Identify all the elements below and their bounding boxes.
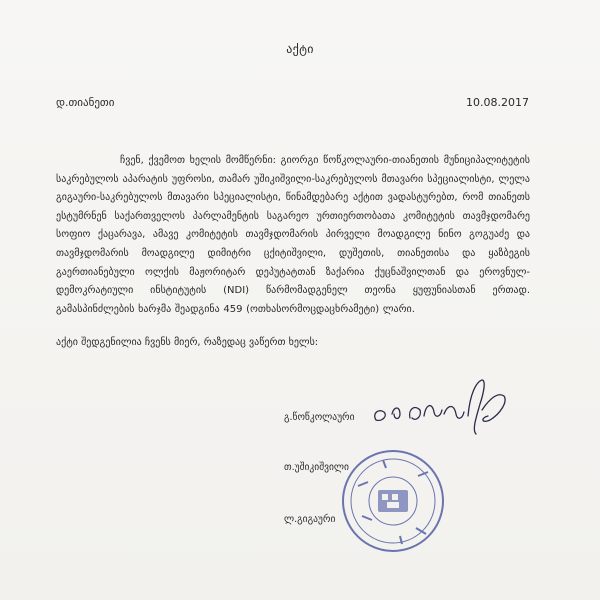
document-place: დ.თიანეთი	[56, 96, 115, 109]
closing-statement: აქტი შედგენილია ჩვენს მიერ, რაზედაც ვაწერთ ხელს:	[56, 337, 319, 348]
signatory-name: თ.უშიკიშვილი	[284, 462, 349, 473]
signatory-name: გ.წოწკოლაური	[284, 412, 355, 423]
official-stamp	[338, 446, 448, 556]
document-date: 10.08.2017	[466, 96, 529, 109]
document-body: ჩვენ, ქვემოთ ხელის მომწერნი: გიორგი წოწკოლაური-თიანეთის მუნიციპალიტეტის საკრებულოს აპარატის უფროსი, თამარ უშიკიშვილი-საკრებულოს მთავარი სპეციალისტი, ლელა გიგაური-საკრებულოს მთავარი სპეციალისტი, წინამდებარე აქტით ვადასტურებთ, რომ თიანეთს ესტუმრნენ საქართველოს პარლამენტის საგარეო ურთიერთობათა კომიტეტის თავმჯდომარე სოფიო ქაცარავა, ამავე კომიტეტის თავმჯდომარის პირველი მოადგილე ნინო გოგუაძე და თავმჯდომარის მოადგილე დიმიტრი ცქიტიშვილი, დუშეთის, თიანეთისა და ყაზბეგის გაერთიანებული ოლქის მაჟორიტარ დეპუტატთან ზაქარია ქუცნაშვილთან და ეროვნულ-დემოკრატიული ინსტიტუტის (NDI) წარმომადგენელ თეონა ყუფუნიასთან ერთად. გამასპინძლების ხარჯმა შეადგინა 459 (ოთხასორმოცდაცხრამეტი) ლარი.	[56, 155, 530, 315]
handwritten-signature	[364, 374, 524, 444]
document-title: აქტი	[286, 42, 314, 56]
signatory-name: ლ.გიგაური	[284, 514, 336, 525]
